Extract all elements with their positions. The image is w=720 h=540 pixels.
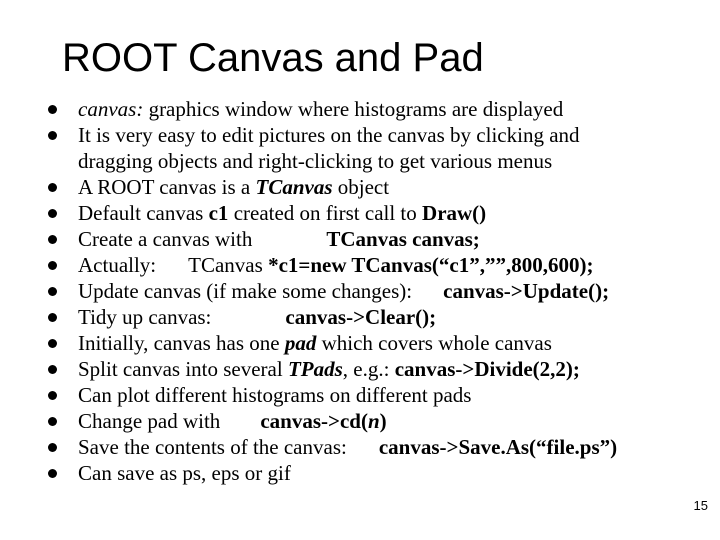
bullet-item bbox=[0, 96, 720, 122]
bullet-dot-icon bbox=[48, 391, 57, 400]
bullet-item bbox=[0, 122, 720, 174]
bullet-text: Can plot different histograms on different pads bbox=[78, 383, 472, 407]
code-term: *c1=new TCanvas(“c1”,””,800,600); bbox=[262, 253, 594, 277]
bullet-dot-icon bbox=[48, 235, 57, 244]
bullet-text: Initially, canvas has one bbox=[78, 331, 285, 355]
bullet-text: TCanvas bbox=[188, 253, 263, 277]
bullet-item bbox=[0, 174, 720, 200]
bullet-text: Actually: bbox=[78, 253, 157, 277]
code-term: canvas->cd( bbox=[260, 409, 368, 433]
bullet-text: graphics window where histograms are displayed bbox=[143, 97, 564, 121]
code-term: ) bbox=[379, 409, 387, 433]
bullet-text: which covers whole canvas bbox=[316, 331, 552, 355]
code-arg: n bbox=[367, 409, 380, 433]
bullet-item bbox=[0, 434, 720, 460]
bullet-item bbox=[0, 460, 720, 486]
bullet-text: Update canvas (if make some changes): bbox=[78, 279, 413, 303]
bullet-dot-icon bbox=[48, 131, 57, 140]
code-term: canvas->Clear(); bbox=[285, 305, 437, 329]
bullet-dot-icon bbox=[48, 183, 57, 192]
bullet-dot-icon bbox=[48, 261, 57, 270]
bullet-item bbox=[0, 200, 720, 226]
page-number: 15 bbox=[693, 498, 708, 513]
bullet-dot-icon bbox=[48, 287, 57, 296]
bullet-text: Change pad with bbox=[78, 409, 221, 433]
bullet-text: Tidy up canvas: bbox=[78, 305, 212, 329]
bullet-item bbox=[0, 408, 720, 434]
bullet-text: Save the contents of the canvas: bbox=[78, 435, 347, 459]
term: canvas: bbox=[78, 97, 144, 121]
code-term: TCanvas canvas; bbox=[326, 227, 480, 251]
bullet-text: A ROOT canvas is a bbox=[78, 175, 256, 199]
bullet-item bbox=[0, 226, 720, 252]
bullet-text: Default canvas bbox=[78, 201, 209, 225]
bullet-text: Can save as ps, eps or gif bbox=[78, 461, 291, 485]
code-term: canvas->Save.As(“file.ps”) bbox=[378, 435, 618, 459]
bullet-item bbox=[0, 278, 720, 304]
bullet-text: , e.g.: bbox=[342, 357, 395, 381]
term: pad bbox=[284, 331, 317, 355]
bullet-text: It is very easy to edit pictures on the canvas by clicking and bbox=[78, 123, 580, 147]
bullet-item bbox=[0, 252, 720, 278]
bullet-dot-icon bbox=[48, 365, 57, 374]
bullet-text: created on first call to bbox=[228, 201, 423, 225]
bullet-dot-icon bbox=[48, 469, 57, 478]
bullet-dot-icon bbox=[48, 417, 57, 426]
bullet-dot-icon bbox=[48, 313, 57, 322]
bullet-item bbox=[0, 304, 720, 330]
bullet-dot-icon bbox=[48, 105, 57, 114]
code-term: Draw() bbox=[422, 201, 487, 225]
code-term: canvas->Update(); bbox=[443, 279, 610, 303]
bullet-text: Split canvas into several bbox=[78, 357, 288, 381]
bullet-text: Create a canvas with bbox=[78, 227, 253, 251]
bullet-item bbox=[0, 382, 720, 408]
slide-title: ROOT Canvas and Pad bbox=[62, 36, 484, 80]
bullet-dot-icon bbox=[48, 443, 57, 452]
class-name: TCanvas bbox=[255, 175, 333, 199]
bullet-dot-icon bbox=[48, 339, 57, 348]
bullet-item bbox=[0, 356, 720, 382]
bullet-item bbox=[0, 330, 720, 356]
code-term: c1 bbox=[208, 201, 229, 225]
code-term: canvas->Divide(2,2); bbox=[394, 357, 580, 381]
bullet-text-continuation: dragging objects and right-clicking to get various menus bbox=[78, 149, 553, 173]
bullet-list bbox=[0, 96, 720, 486]
class-name: TPads bbox=[287, 357, 343, 381]
bullet-text: object bbox=[332, 175, 390, 199]
bullet-dot-icon bbox=[48, 209, 57, 218]
